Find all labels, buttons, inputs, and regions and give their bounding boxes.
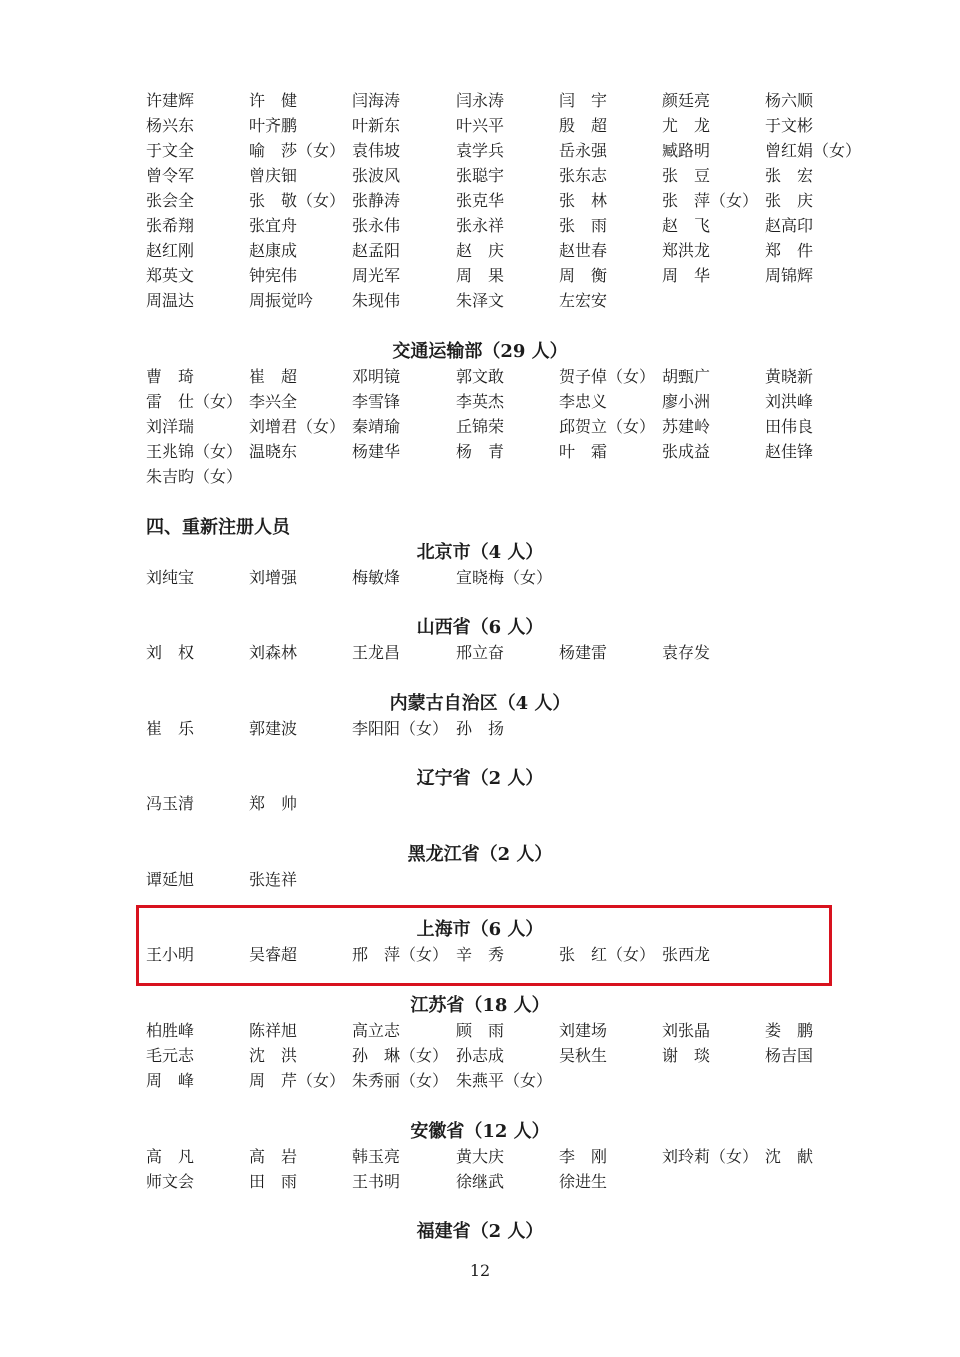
name-row xyxy=(0,163,960,188)
person-name: 邓明镜 xyxy=(352,367,401,386)
person-name: 张永伟 xyxy=(352,216,401,235)
person-name: 周振觉吟 xyxy=(249,291,314,310)
person-name: 崔 超 xyxy=(249,367,298,386)
person-name: 许建辉 xyxy=(146,91,195,110)
person-name: 叶兴平 xyxy=(456,116,505,135)
person-name: 宣晓梅（女） xyxy=(456,568,553,587)
name-row xyxy=(0,640,960,665)
person-name: 臧路明 xyxy=(662,141,711,160)
person-name: 邱贺立（女） xyxy=(559,417,656,436)
person-name: 沈 献 xyxy=(765,1147,814,1166)
person-name: 颜廷亮 xyxy=(662,91,711,110)
person-name: 杨 青 xyxy=(456,442,505,461)
name-row xyxy=(0,88,960,113)
person-name: 邢立奋 xyxy=(456,643,505,662)
name-row xyxy=(0,439,960,464)
page-number: 12 xyxy=(469,1261,491,1280)
person-name: 曾红娟（女） xyxy=(765,141,862,160)
person-name: 赵世春 xyxy=(559,241,608,260)
person-name: 张 庆 xyxy=(765,191,814,210)
person-name: 许 健 xyxy=(249,91,298,110)
person-name: 杨建雷 xyxy=(559,643,608,662)
section-title: 四、重新注册人员 xyxy=(146,517,290,538)
person-name: 赵康成 xyxy=(249,241,298,260)
person-name: 喻 莎（女） xyxy=(249,141,346,160)
person-name: 郑英文 xyxy=(146,266,195,285)
person-name: 雷 仕（女） xyxy=(146,392,243,411)
person-name: 岳永强 xyxy=(559,141,608,160)
person-name: 朱秀丽（女） xyxy=(352,1071,449,1090)
person-name: 贺子倬（女） xyxy=(559,367,656,386)
person-name: 王书明 xyxy=(352,1172,401,1191)
name-row xyxy=(0,791,960,816)
person-name: 苏建岭 xyxy=(662,417,711,436)
person-name: 赵 庆 xyxy=(456,241,505,260)
name-row xyxy=(0,263,960,288)
person-name: 刘 权 xyxy=(146,643,195,662)
person-name: 张 萍（女） xyxy=(662,191,759,210)
person-name: 孙志成 xyxy=(456,1046,505,1065)
person-name: 徐继武 xyxy=(456,1172,505,1191)
person-name: 张克华 xyxy=(456,191,505,210)
person-name: 袁存发 xyxy=(662,643,711,662)
person-name: 刘增强 xyxy=(249,568,298,587)
person-name: 王兆锦（女） xyxy=(146,442,243,461)
name-row xyxy=(0,238,960,263)
person-name: 袁学兵 xyxy=(456,141,505,160)
person-name: 朱燕平（女） xyxy=(456,1071,553,1090)
person-name: 周光军 xyxy=(352,266,401,285)
person-name: 张 豆 xyxy=(662,166,711,185)
person-name: 韩玉亮 xyxy=(352,1147,401,1166)
name-row xyxy=(0,364,960,389)
person-name: 杨六顺 xyxy=(765,91,814,110)
person-name: 张希翔 xyxy=(146,216,195,235)
person-name: 冯玉清 xyxy=(146,794,195,813)
person-name: 孙 扬 xyxy=(456,719,505,738)
person-name: 吴秋生 xyxy=(559,1046,608,1065)
group-heading: 黑龙江省（2 人） xyxy=(407,844,553,865)
person-name: 朱吉昀（女） xyxy=(146,467,243,486)
person-name: 周 峰 xyxy=(146,1071,195,1090)
name-row xyxy=(0,464,960,489)
person-name: 殷 超 xyxy=(559,116,608,135)
person-name: 顾 雨 xyxy=(456,1021,505,1040)
group-heading: 江苏省（18 人） xyxy=(410,995,550,1016)
person-name: 柏胜峰 xyxy=(146,1021,195,1040)
person-name: 刘森林 xyxy=(249,643,298,662)
person-name: 叶 霜 xyxy=(559,442,608,461)
person-name: 赵佳锋 xyxy=(765,442,814,461)
group-heading: 辽宁省（2 人） xyxy=(416,768,544,789)
name-row xyxy=(0,138,960,163)
person-name: 张 红（女） xyxy=(559,945,656,964)
person-name: 闫永涛 xyxy=(456,91,505,110)
person-name: 赵高印 xyxy=(765,216,814,235)
person-name: 王小明 xyxy=(146,945,195,964)
person-name: 闫海涛 xyxy=(352,91,401,110)
person-name: 张成益 xyxy=(662,442,711,461)
person-name: 秦靖瑜 xyxy=(352,417,401,436)
person-name: 郑洪龙 xyxy=(662,241,711,260)
group-heading: 上海市（6 人） xyxy=(416,919,544,940)
person-name: 赵孟阳 xyxy=(352,241,401,260)
person-name: 田伟良 xyxy=(765,417,814,436)
person-name: 张东志 xyxy=(559,166,608,185)
person-name: 田 雨 xyxy=(249,1172,298,1191)
person-name: 黄大庆 xyxy=(456,1147,505,1166)
person-name: 刘洪峰 xyxy=(765,392,814,411)
person-name: 黄晓新 xyxy=(765,367,814,386)
person-name: 赵 飞 xyxy=(662,216,711,235)
name-row xyxy=(0,188,960,213)
name-row xyxy=(0,1144,960,1169)
person-name: 闫 宇 xyxy=(559,91,608,110)
person-name: 沈 洪 xyxy=(249,1046,298,1065)
person-name: 左宏安 xyxy=(559,291,608,310)
person-name: 张连祥 xyxy=(249,870,298,889)
person-name: 刘纯宝 xyxy=(146,568,195,587)
person-name: 周温达 xyxy=(146,291,195,310)
person-name: 张 宏 xyxy=(765,166,814,185)
name-row xyxy=(0,389,960,414)
name-row xyxy=(0,716,960,741)
person-name: 刘增君（女） xyxy=(249,417,346,436)
person-name: 郭建波 xyxy=(249,719,298,738)
name-row xyxy=(0,414,960,439)
person-name: 梅敏烽 xyxy=(352,568,401,587)
person-name: 尤 龙 xyxy=(662,116,711,135)
person-name: 廖小洲 xyxy=(662,392,711,411)
person-name: 谭延旭 xyxy=(146,870,195,889)
person-name: 高 岩 xyxy=(249,1147,298,1166)
person-name: 曹 琦 xyxy=(146,367,195,386)
name-row xyxy=(0,288,960,313)
person-name: 高立志 xyxy=(352,1021,401,1040)
person-name: 李兴全 xyxy=(249,392,298,411)
person-name: 刘建场 xyxy=(559,1021,608,1040)
person-name: 周 芹（女） xyxy=(249,1071,346,1090)
person-name: 于文彬 xyxy=(765,116,814,135)
name-row xyxy=(0,1169,960,1194)
person-name: 李英杰 xyxy=(456,392,505,411)
person-name: 娄 鹏 xyxy=(765,1021,814,1040)
person-name: 周 华 xyxy=(662,266,711,285)
name-row xyxy=(0,1043,960,1068)
person-name: 叶新东 xyxy=(352,116,401,135)
person-name: 高 凡 xyxy=(146,1147,195,1166)
person-name: 朱泽文 xyxy=(456,291,505,310)
person-name: 温晓东 xyxy=(249,442,298,461)
name-row xyxy=(0,867,960,892)
person-name: 辛 秀 xyxy=(456,945,505,964)
person-name: 孙 琳（女） xyxy=(352,1046,449,1065)
person-name: 张 敬（女） xyxy=(249,191,346,210)
person-name: 张会全 xyxy=(146,191,195,210)
name-row xyxy=(0,1068,960,1093)
group-heading: 交通运输部（29 人） xyxy=(392,341,568,362)
person-name: 袁伟坡 xyxy=(352,141,401,160)
person-name: 陈祥旭 xyxy=(249,1021,298,1040)
person-name: 张静涛 xyxy=(352,191,401,210)
person-name: 朱现伟 xyxy=(352,291,401,310)
name-row xyxy=(0,213,960,238)
person-name: 李阳阳（女） xyxy=(352,719,449,738)
person-name: 杨吉国 xyxy=(765,1046,814,1065)
person-name: 周 衡 xyxy=(559,266,608,285)
name-row xyxy=(0,942,960,967)
person-name: 郑 帅 xyxy=(249,794,298,813)
person-name: 赵红刚 xyxy=(146,241,195,260)
name-row xyxy=(0,565,960,590)
group-heading: 福建省（2 人） xyxy=(416,1221,544,1242)
person-name: 郭文敢 xyxy=(456,367,505,386)
person-name: 张 雨 xyxy=(559,216,608,235)
person-name: 张波风 xyxy=(352,166,401,185)
person-name: 张宜舟 xyxy=(249,216,298,235)
person-name: 刘洋瑞 xyxy=(146,417,195,436)
person-name: 张永祥 xyxy=(456,216,505,235)
group-heading: 山西省（6 人） xyxy=(416,617,544,638)
name-row xyxy=(0,113,960,138)
person-name: 毛元志 xyxy=(146,1046,195,1065)
person-name: 郑 件 xyxy=(765,241,814,260)
person-name: 吴睿超 xyxy=(249,945,298,964)
person-name: 周 果 xyxy=(456,266,505,285)
person-name: 杨兴东 xyxy=(146,116,195,135)
group-heading: 北京市（4 人） xyxy=(416,542,544,563)
person-name: 杨建华 xyxy=(352,442,401,461)
group-heading: 安徽省（12 人） xyxy=(410,1121,550,1142)
name-row xyxy=(0,1018,960,1043)
person-name: 张西龙 xyxy=(662,945,711,964)
person-name: 曾令军 xyxy=(146,166,195,185)
person-name: 张聪宇 xyxy=(456,166,505,185)
person-name: 崔 乐 xyxy=(146,719,195,738)
person-name: 丘锦荣 xyxy=(456,417,505,436)
person-name: 钟宪伟 xyxy=(249,266,298,285)
person-name: 张 林 xyxy=(559,191,608,210)
person-name: 胡甄广 xyxy=(662,367,711,386)
person-name: 师文会 xyxy=(146,1172,195,1191)
person-name: 于文全 xyxy=(146,141,195,160)
person-name: 叶齐鹏 xyxy=(249,116,298,135)
group-heading: 内蒙古自治区（4 人） xyxy=(389,693,571,714)
person-name: 李雪锋 xyxy=(352,392,401,411)
person-name: 谢 琰 xyxy=(662,1046,711,1065)
person-name: 王龙昌 xyxy=(352,643,401,662)
person-name: 李 刚 xyxy=(559,1147,608,1166)
person-name: 邢 萍（女） xyxy=(352,945,449,964)
person-name: 曾庆钿 xyxy=(249,166,298,185)
person-name: 刘玲莉（女） xyxy=(662,1147,759,1166)
person-name: 李忠义 xyxy=(559,392,608,411)
person-name: 徐进生 xyxy=(559,1172,608,1191)
person-name: 周锦辉 xyxy=(765,266,814,285)
person-name: 刘张晶 xyxy=(662,1021,711,1040)
